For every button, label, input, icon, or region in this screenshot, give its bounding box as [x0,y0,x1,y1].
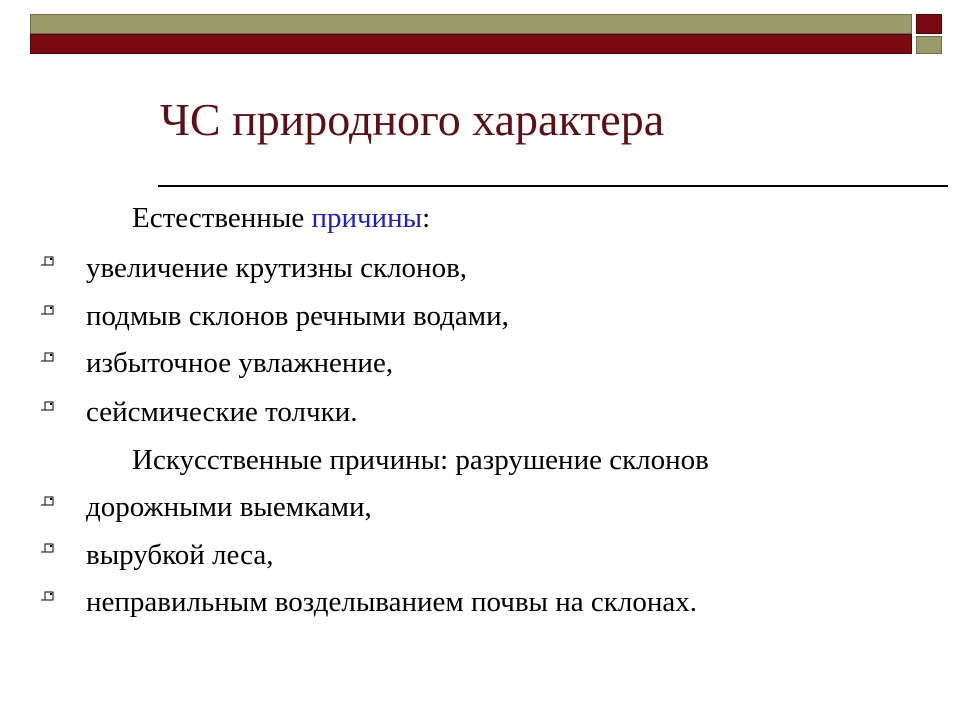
box-bullet-icon [40,496,56,510]
title-underline [158,185,948,187]
list-item: вырубкой леса, [86,539,274,571]
natural-causes-heading [132,200,430,236]
box-bullet-icon [40,401,56,415]
box-bullet-icon [40,256,56,270]
box-bullet-icon [40,591,56,605]
list-item: сейсмические толчки. [86,396,358,428]
natural-causes-prefix: Естественные [132,202,312,234]
slide-title: ЧС природного характера [160,94,665,145]
list-item: дорожными выемками, [86,491,372,523]
natural-causes-suffix: : [422,202,431,234]
list-item: неправильным возделыванием почвы на склонах. [86,586,697,618]
header-square-maroon [916,14,942,34]
box-bullet-icon [40,543,56,557]
box-bullet-icon [40,352,56,366]
artificial-causes-heading: Искусственные причины: разрушение склонов [132,444,709,476]
list-item: подмыв склонов речными водами, [86,300,509,332]
box-bullet-icon [40,305,56,319]
header-square-olive [916,36,942,54]
natural-causes-highlight: причины [311,202,423,234]
header-bar-maroon [30,34,912,54]
list-item: увеличение крутизны склонов, [86,252,468,284]
list-item: избыточное увлажнение, [86,347,394,379]
header-bar-olive [30,14,912,34]
